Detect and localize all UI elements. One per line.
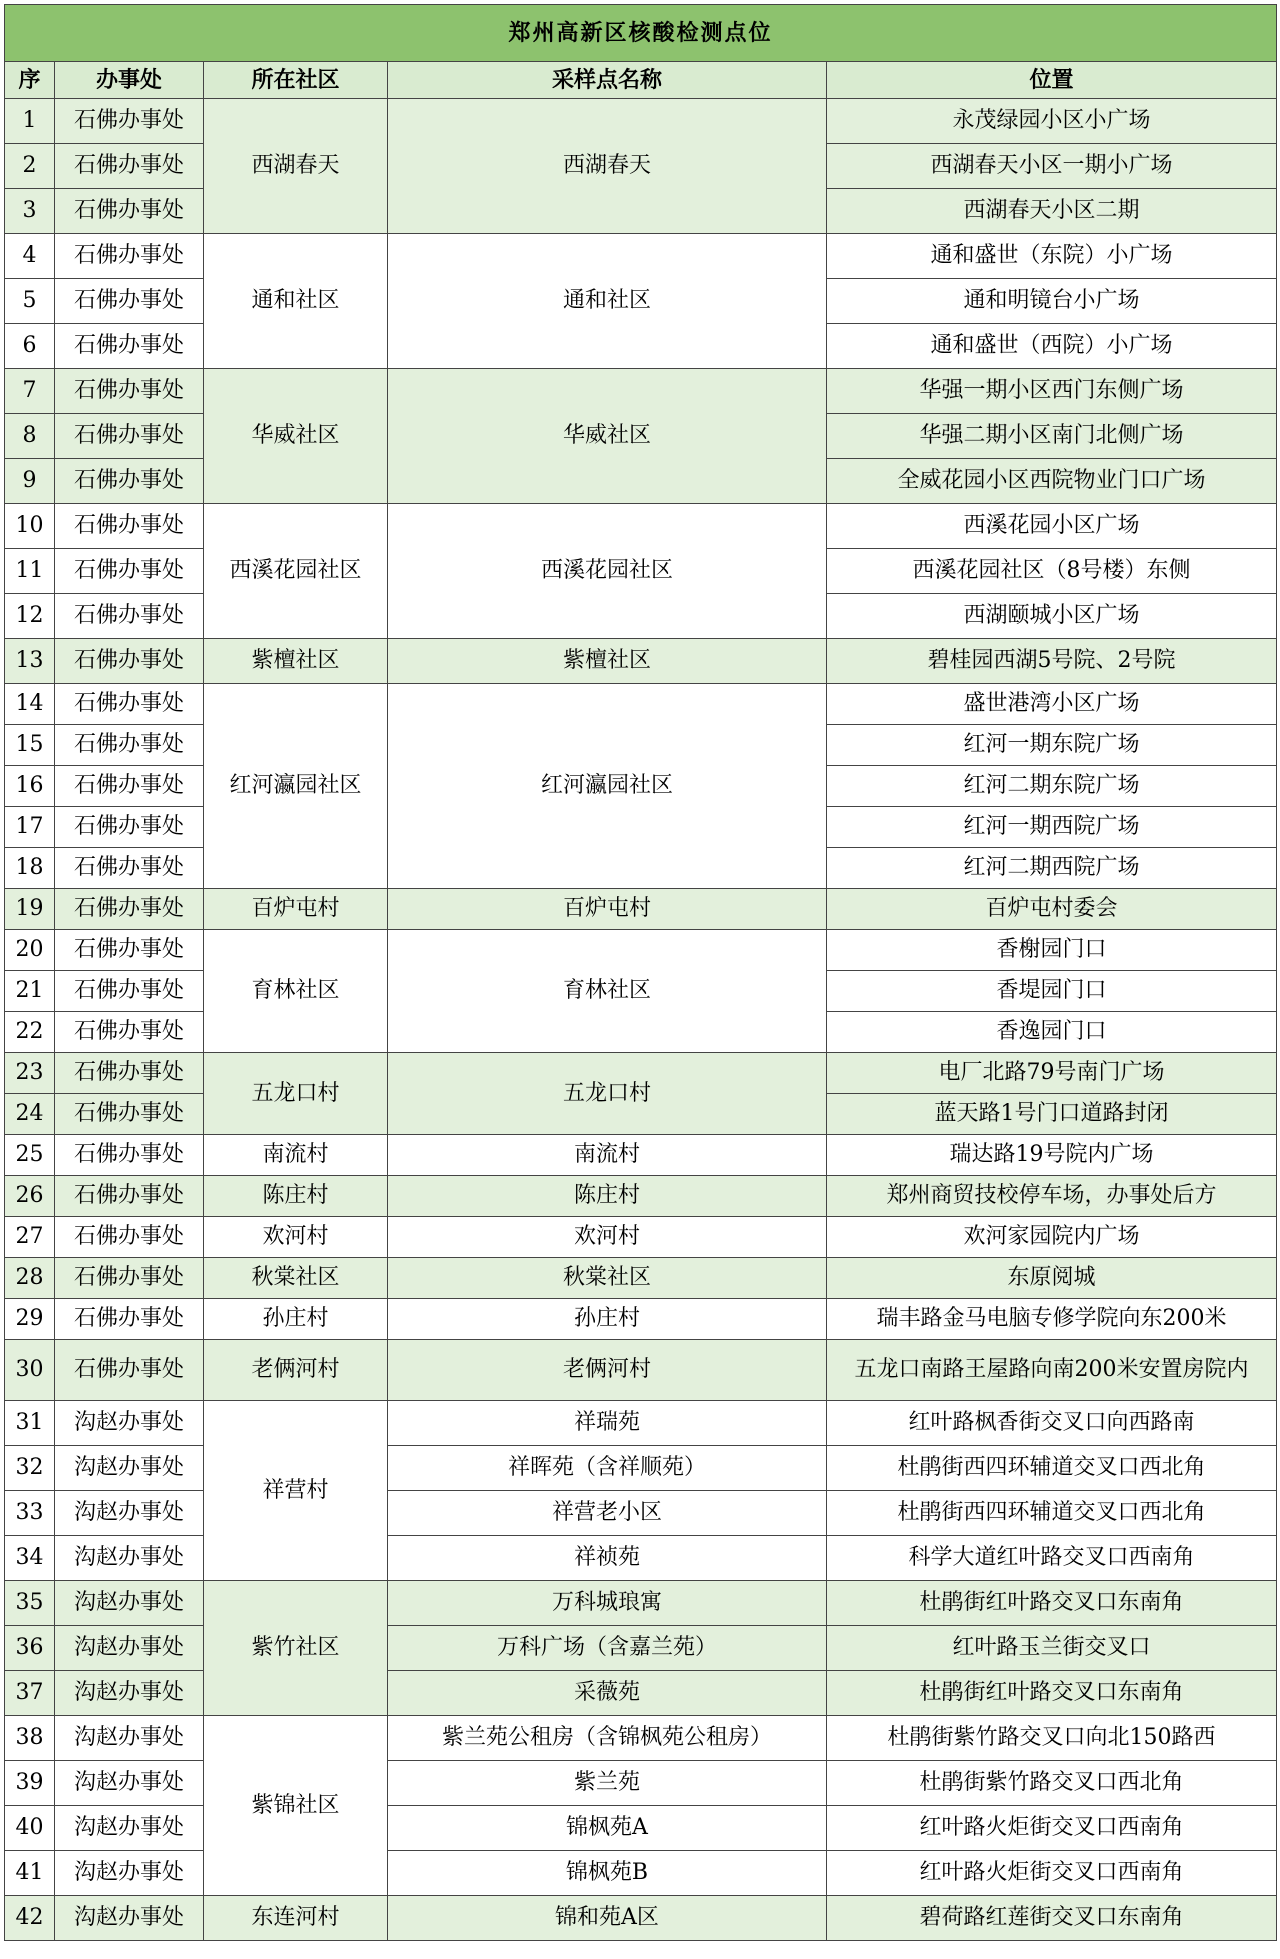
row-site: 紫兰苑 xyxy=(388,1761,827,1806)
row-office: 沟赵办事处 xyxy=(55,1491,204,1536)
row-site: 祥祯苑 xyxy=(388,1536,827,1581)
column-header-community: 所在社区 xyxy=(204,62,388,99)
row-office: 石佛办事处 xyxy=(55,1053,204,1094)
table-row xyxy=(5,1446,1277,1491)
row-seq: 30 xyxy=(5,1340,55,1401)
table-row xyxy=(5,1896,1277,1941)
row-site: 育林社区 xyxy=(388,930,827,1053)
table-row xyxy=(5,1851,1277,1896)
row-office: 石佛办事处 xyxy=(55,189,204,234)
row-office: 石佛办事处 xyxy=(55,594,204,639)
row-location: 杜鹃街紫竹路交叉口向北150路西 xyxy=(827,1716,1277,1761)
row-office: 石佛办事处 xyxy=(55,1176,204,1217)
table-row xyxy=(5,889,1277,930)
row-location: 西溪花园社区（8号楼）东侧 xyxy=(827,549,1277,594)
row-location: 瑞丰路金马电脑专修学院向东200米 xyxy=(827,1299,1277,1340)
row-office: 沟赵办事处 xyxy=(55,1536,204,1581)
table-row xyxy=(5,1176,1277,1217)
row-site: 紫兰苑公租房（含锦枫苑公租房） xyxy=(388,1716,827,1761)
row-location: 华强一期小区西门东侧广场 xyxy=(827,369,1277,414)
row-location: 永茂绿园小区小广场 xyxy=(827,99,1277,144)
row-office: 石佛办事处 xyxy=(55,1258,204,1299)
row-office: 沟赵办事处 xyxy=(55,1806,204,1851)
row-location: 盛世港湾小区广场 xyxy=(827,684,1277,725)
row-site: 祥瑞苑 xyxy=(388,1401,827,1446)
row-office: 沟赵办事处 xyxy=(55,1716,204,1761)
table-row xyxy=(5,930,1277,971)
row-location: 杜鹃街西四环辅道交叉口西北角 xyxy=(827,1446,1277,1491)
row-office: 石佛办事处 xyxy=(55,99,204,144)
row-seq: 35 xyxy=(5,1581,55,1626)
column-header-office: 办事处 xyxy=(55,62,204,99)
row-office: 石佛办事处 xyxy=(55,889,204,930)
table-row xyxy=(5,1761,1277,1806)
table-row xyxy=(5,1299,1277,1340)
row-site: 紫檀社区 xyxy=(388,639,827,684)
row-seq: 40 xyxy=(5,1806,55,1851)
column-header-seq: 序 xyxy=(5,62,55,99)
row-office: 石佛办事处 xyxy=(55,234,204,279)
row-location: 百炉屯村委会 xyxy=(827,889,1277,930)
table-row xyxy=(5,1258,1277,1299)
row-community: 秋棠社区 xyxy=(204,1258,388,1299)
row-seq: 25 xyxy=(5,1135,55,1176)
row-seq: 22 xyxy=(5,1012,55,1053)
row-location: 杜鹃街西四环辅道交叉口西北角 xyxy=(827,1491,1277,1536)
row-community: 南流村 xyxy=(204,1135,388,1176)
row-location: 杜鹃街红叶路交叉口东南角 xyxy=(827,1671,1277,1716)
row-site: 五龙口村 xyxy=(388,1053,827,1135)
table-row xyxy=(5,1491,1277,1536)
row-office: 石佛办事处 xyxy=(55,504,204,549)
row-location: 红叶路枫香街交叉口向西路南 xyxy=(827,1401,1277,1446)
row-seq: 23 xyxy=(5,1053,55,1094)
row-location: 通和盛世（西院）小广场 xyxy=(827,324,1277,369)
row-location: 东原阅城 xyxy=(827,1258,1277,1299)
row-community: 孙庄村 xyxy=(204,1299,388,1340)
row-location: 通和明镜台小广场 xyxy=(827,279,1277,324)
row-seq: 14 xyxy=(5,684,55,725)
row-location: 五龙口南路王屋路向南200米安置房院内 xyxy=(827,1340,1277,1401)
row-location: 通和盛世（东院）小广场 xyxy=(827,234,1277,279)
row-seq: 41 xyxy=(5,1851,55,1896)
row-office: 石佛办事处 xyxy=(55,1012,204,1053)
row-location: 欢河家园院内广场 xyxy=(827,1217,1277,1258)
row-seq: 12 xyxy=(5,594,55,639)
row-seq: 38 xyxy=(5,1716,55,1761)
row-seq: 4 xyxy=(5,234,55,279)
row-site: 南流村 xyxy=(388,1135,827,1176)
row-location: 杜鹃街红叶路交叉口东南角 xyxy=(827,1581,1277,1626)
row-location: 西湖春天小区一期小广场 xyxy=(827,144,1277,189)
row-community: 西溪花园社区 xyxy=(204,504,388,639)
row-seq: 17 xyxy=(5,807,55,848)
row-site: 红河瀛园社区 xyxy=(388,684,827,889)
row-office: 石佛办事处 xyxy=(55,684,204,725)
row-site: 祥营老小区 xyxy=(388,1491,827,1536)
row-community: 老俩河村 xyxy=(204,1340,388,1401)
row-community: 欢河村 xyxy=(204,1217,388,1258)
table-row xyxy=(5,1806,1277,1851)
row-seq: 42 xyxy=(5,1896,55,1941)
row-location: 西湖颐城小区广场 xyxy=(827,594,1277,639)
table-row xyxy=(5,1671,1277,1716)
table-row xyxy=(5,684,1277,725)
row-office: 石佛办事处 xyxy=(55,1217,204,1258)
row-location: 碧桂园西湖5号院、2号院 xyxy=(827,639,1277,684)
table-row xyxy=(5,1401,1277,1446)
row-location: 瑞达路19号院内广场 xyxy=(827,1135,1277,1176)
row-location: 电厂北路79号南门广场 xyxy=(827,1053,1277,1094)
row-office: 石佛办事处 xyxy=(55,414,204,459)
table-row xyxy=(5,1626,1277,1671)
row-location: 华强二期小区南门北侧广场 xyxy=(827,414,1277,459)
row-location: 香堤园门口 xyxy=(827,971,1277,1012)
row-location: 西溪花园小区广场 xyxy=(827,504,1277,549)
row-site: 陈庄村 xyxy=(388,1176,827,1217)
row-seq: 6 xyxy=(5,324,55,369)
row-office: 石佛办事处 xyxy=(55,549,204,594)
row-seq: 20 xyxy=(5,930,55,971)
row-office: 沟赵办事处 xyxy=(55,1446,204,1491)
row-location: 红叶路火炬街交叉口西南角 xyxy=(827,1806,1277,1851)
row-office: 石佛办事处 xyxy=(55,766,204,807)
nucleic-acid-test-sites-table xyxy=(4,4,1277,1941)
row-office: 石佛办事处 xyxy=(55,144,204,189)
row-site: 通和社区 xyxy=(388,234,827,369)
row-seq: 37 xyxy=(5,1671,55,1716)
row-location: 西湖春天小区二期 xyxy=(827,189,1277,234)
row-community: 通和社区 xyxy=(204,234,388,369)
row-site: 祥晖苑（含祥顺苑） xyxy=(388,1446,827,1491)
column-header-row xyxy=(5,62,1277,99)
table-row xyxy=(5,369,1277,414)
row-community: 祥营村 xyxy=(204,1401,388,1581)
row-seq: 31 xyxy=(5,1401,55,1446)
row-seq: 29 xyxy=(5,1299,55,1340)
row-site: 欢河村 xyxy=(388,1217,827,1258)
row-community: 紫锦社区 xyxy=(204,1716,388,1896)
row-site: 西湖春天 xyxy=(388,99,827,234)
row-community: 西湖春天 xyxy=(204,99,388,234)
row-office: 石佛办事处 xyxy=(55,930,204,971)
row-site: 老俩河村 xyxy=(388,1340,827,1401)
row-seq: 36 xyxy=(5,1626,55,1671)
table-row xyxy=(5,99,1277,144)
row-office: 石佛办事处 xyxy=(55,1340,204,1401)
row-seq: 8 xyxy=(5,414,55,459)
row-seq: 13 xyxy=(5,639,55,684)
row-seq: 39 xyxy=(5,1761,55,1806)
row-seq: 2 xyxy=(5,144,55,189)
row-community: 陈庄村 xyxy=(204,1176,388,1217)
row-site: 锦和苑A区 xyxy=(388,1896,827,1941)
row-office: 沟赵办事处 xyxy=(55,1671,204,1716)
row-location: 碧荷路红莲街交叉口东南角 xyxy=(827,1896,1277,1941)
row-office: 石佛办事处 xyxy=(55,1299,204,1340)
row-site: 华威社区 xyxy=(388,369,827,504)
table-row xyxy=(5,639,1277,684)
row-office: 沟赵办事处 xyxy=(55,1851,204,1896)
row-seq: 21 xyxy=(5,971,55,1012)
row-site: 百炉屯村 xyxy=(388,889,827,930)
table-row xyxy=(5,1135,1277,1176)
row-location: 香逸园门口 xyxy=(827,1012,1277,1053)
row-community: 红河瀛园社区 xyxy=(204,684,388,889)
row-seq: 27 xyxy=(5,1217,55,1258)
row-community: 紫竹社区 xyxy=(204,1581,388,1716)
row-office: 石佛办事处 xyxy=(55,324,204,369)
row-office: 石佛办事处 xyxy=(55,807,204,848)
row-office: 石佛办事处 xyxy=(55,369,204,414)
column-header-location: 位置 xyxy=(827,62,1277,99)
row-office: 石佛办事处 xyxy=(55,279,204,324)
row-seq: 18 xyxy=(5,848,55,889)
row-location: 红河一期东院广场 xyxy=(827,725,1277,766)
row-seq: 16 xyxy=(5,766,55,807)
row-location: 蓝天路1号门口道路封闭 xyxy=(827,1094,1277,1135)
table-row xyxy=(5,1340,1277,1401)
table-row xyxy=(5,1536,1277,1581)
row-location: 杜鹃街紫竹路交叉口西北角 xyxy=(827,1761,1277,1806)
row-site: 万科广场（含嘉兰苑） xyxy=(388,1626,827,1671)
row-community: 紫檀社区 xyxy=(204,639,388,684)
row-office: 沟赵办事处 xyxy=(55,1761,204,1806)
row-location: 红河一期西院广场 xyxy=(827,807,1277,848)
column-header-site: 采样点名称 xyxy=(388,62,827,99)
row-office: 沟赵办事处 xyxy=(55,1581,204,1626)
row-seq: 24 xyxy=(5,1094,55,1135)
table-row xyxy=(5,1053,1277,1094)
row-location: 红河二期东院广场 xyxy=(827,766,1277,807)
row-site: 西溪花园社区 xyxy=(388,504,827,639)
row-seq: 11 xyxy=(5,549,55,594)
row-seq: 1 xyxy=(5,99,55,144)
row-office: 石佛办事处 xyxy=(55,725,204,766)
row-office: 沟赵办事处 xyxy=(55,1896,204,1941)
row-site: 采薇苑 xyxy=(388,1671,827,1716)
row-seq: 28 xyxy=(5,1258,55,1299)
row-community: 华威社区 xyxy=(204,369,388,504)
table-row xyxy=(5,504,1277,549)
row-seq: 3 xyxy=(5,189,55,234)
table-row xyxy=(5,234,1277,279)
row-location: 红河二期西院广场 xyxy=(827,848,1277,889)
row-community: 东连河村 xyxy=(204,1896,388,1941)
row-seq: 10 xyxy=(5,504,55,549)
row-seq: 5 xyxy=(5,279,55,324)
row-location: 红叶路玉兰街交叉口 xyxy=(827,1626,1277,1671)
page-title: 郑州高新区核酸检测点位 xyxy=(5,5,1277,62)
row-office: 石佛办事处 xyxy=(55,848,204,889)
row-site: 锦枫苑B xyxy=(388,1851,827,1896)
table-row xyxy=(5,1581,1277,1626)
row-seq: 9 xyxy=(5,459,55,504)
row-office: 石佛办事处 xyxy=(55,1094,204,1135)
row-office: 沟赵办事处 xyxy=(55,1401,204,1446)
row-seq: 34 xyxy=(5,1536,55,1581)
row-location: 科学大道红叶路交叉口西南角 xyxy=(827,1536,1277,1581)
row-site: 万科城琅寓 xyxy=(388,1581,827,1626)
row-seq: 26 xyxy=(5,1176,55,1217)
row-office: 石佛办事处 xyxy=(55,459,204,504)
row-location: 香榭园门口 xyxy=(827,930,1277,971)
table-title-row xyxy=(5,5,1277,62)
row-seq: 15 xyxy=(5,725,55,766)
table-row xyxy=(5,1716,1277,1761)
row-community: 五龙口村 xyxy=(204,1053,388,1135)
row-site: 秋棠社区 xyxy=(388,1258,827,1299)
row-seq: 33 xyxy=(5,1491,55,1536)
row-seq: 7 xyxy=(5,369,55,414)
row-location: 郑州商贸技校停车场，办事处后方 xyxy=(827,1176,1277,1217)
row-site: 孙庄村 xyxy=(388,1299,827,1340)
row-seq: 32 xyxy=(5,1446,55,1491)
row-community: 百炉屯村 xyxy=(204,889,388,930)
row-office: 石佛办事处 xyxy=(55,971,204,1012)
row-location: 红叶路火炬街交叉口西南角 xyxy=(827,1851,1277,1896)
row-location: 全威花园小区西院物业门口广场 xyxy=(827,459,1277,504)
table-row xyxy=(5,1217,1277,1258)
row-office: 石佛办事处 xyxy=(55,1135,204,1176)
row-office: 沟赵办事处 xyxy=(55,1626,204,1671)
row-office: 石佛办事处 xyxy=(55,639,204,684)
row-community: 育林社区 xyxy=(204,930,388,1053)
row-site: 锦枫苑A xyxy=(388,1806,827,1851)
row-seq: 19 xyxy=(5,889,55,930)
